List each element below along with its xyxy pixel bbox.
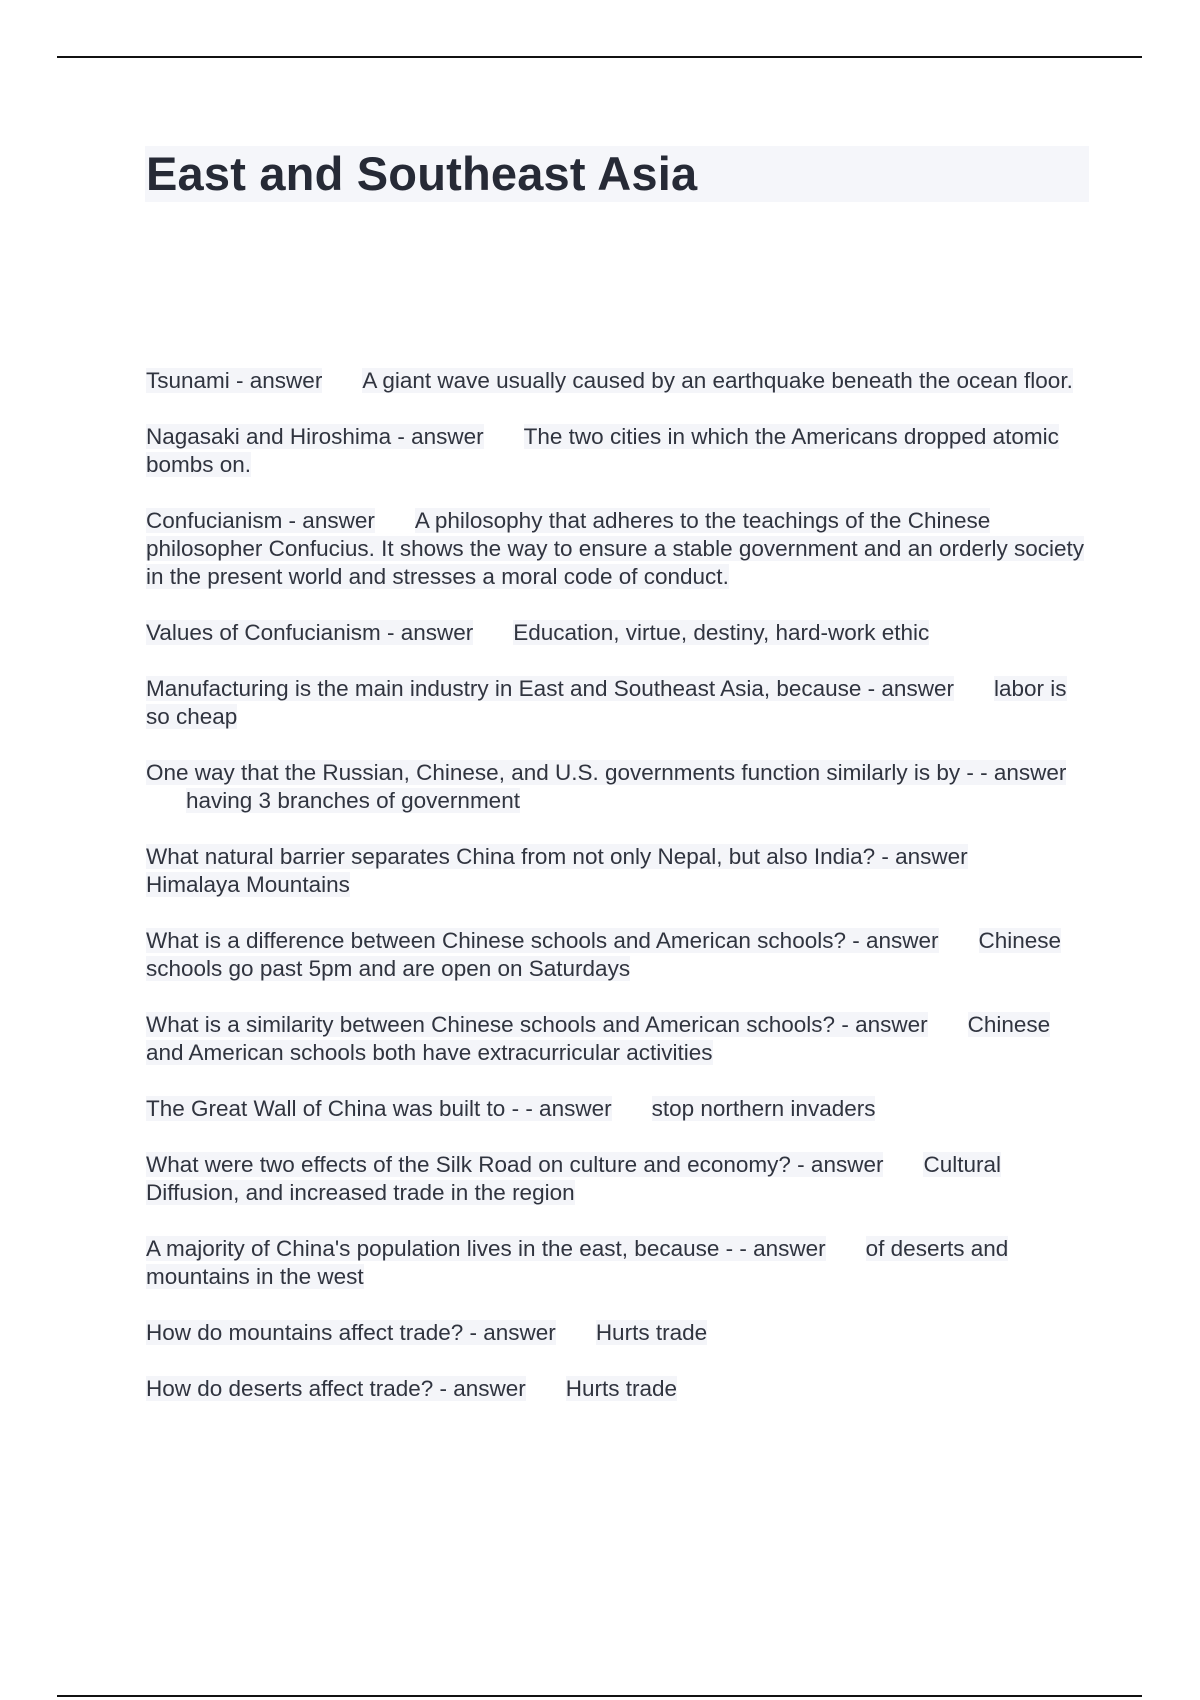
flashcard-question: How do mountains affect trade? - answer xyxy=(146,1320,556,1345)
flashcard-item xyxy=(146,619,1090,647)
flashcard-list xyxy=(146,367,1090,1431)
flashcard-question: One way that the Russian, Chinese, and U.S. governments function similarly is by - - answer xyxy=(146,760,1067,785)
flashcard-question: What is a difference between Chinese schools and American schools? - answer xyxy=(146,928,939,953)
flashcard-item xyxy=(146,1319,1090,1347)
flashcard-item xyxy=(146,1151,1090,1207)
flashcard-item xyxy=(146,927,1090,983)
flashcard-item xyxy=(146,759,1090,815)
flashcard-item xyxy=(146,675,1090,731)
flashcard-answer: Chinese schools go past 5pm and are open on Saturdays xyxy=(146,928,1062,981)
flashcard-question: The Great Wall of China was built to - - answer xyxy=(146,1096,612,1121)
flashcard-answer: Himalaya Mountains xyxy=(146,872,350,897)
flashcard-question: Tsunami - answer xyxy=(146,368,323,393)
flashcard-answer: Education, virtue, destiny, hard-work ethic xyxy=(513,620,930,645)
flashcard-answer: labor is so cheap xyxy=(146,676,1067,729)
bottom-divider xyxy=(57,1695,1142,1697)
flashcard-question: Manufacturing is the main industry in East and Southeast Asia, because - answer xyxy=(146,676,954,701)
flashcard-item xyxy=(146,367,1090,395)
flashcard-item xyxy=(146,507,1090,591)
flashcard-answer: Hurts trade xyxy=(595,1320,708,1345)
flashcard-answer: Cultural Diffusion, and increased trade in the region xyxy=(146,1152,1001,1205)
flashcard-question: What is a similarity between Chinese schools and American schools? - answer xyxy=(146,1012,928,1037)
flashcard-question: Nagasaki and Hiroshima - answer xyxy=(146,424,484,449)
flashcard-question: Values of Confucianism - answer xyxy=(146,620,474,645)
flashcard-question: How do deserts affect trade? - answer xyxy=(146,1376,526,1401)
flashcard-answer: having 3 branches of government xyxy=(186,788,520,813)
flashcard-answer: The two cities in which the Americans dropped atomic bombs on. xyxy=(146,424,1059,477)
flashcard-answer: Hurts trade xyxy=(565,1376,678,1401)
top-divider xyxy=(57,56,1142,58)
flashcard-item xyxy=(146,1375,1090,1403)
flashcard-item xyxy=(146,1235,1090,1291)
flashcard-item xyxy=(146,1095,1090,1123)
flashcard-item xyxy=(146,423,1090,479)
flashcard-item xyxy=(146,843,1090,899)
page-title: East and Southeast Asia xyxy=(146,147,698,200)
flashcard-question: What were two effects of the Silk Road on culture and economy? - answer xyxy=(146,1152,884,1177)
flashcard-question: What natural barrier separates China from not only Nepal, but also India? - answer xyxy=(146,844,968,869)
flashcard-question: Confucianism - answer xyxy=(146,508,375,533)
flashcard-answer: stop northern invaders xyxy=(651,1096,876,1121)
flashcard-answer: Chinese and American schools both have extracurricular activities xyxy=(146,1012,1051,1065)
flashcard-answer: A giant wave usually caused by an earthquake beneath the ocean floor. xyxy=(362,368,1073,393)
flashcard-answer: of deserts and mountains in the west xyxy=(146,1236,1009,1289)
flashcard-answer: A philosophy that adheres to the teachings of the Chinese philosopher Confucius. It shows the way to ensure a stable government and an orderly society in the present world and stresses a moral code of conduct. xyxy=(146,508,1085,589)
flashcard-item xyxy=(146,1011,1090,1067)
flashcard-question: A majority of China's population lives in the east, because - - answer xyxy=(146,1236,826,1261)
